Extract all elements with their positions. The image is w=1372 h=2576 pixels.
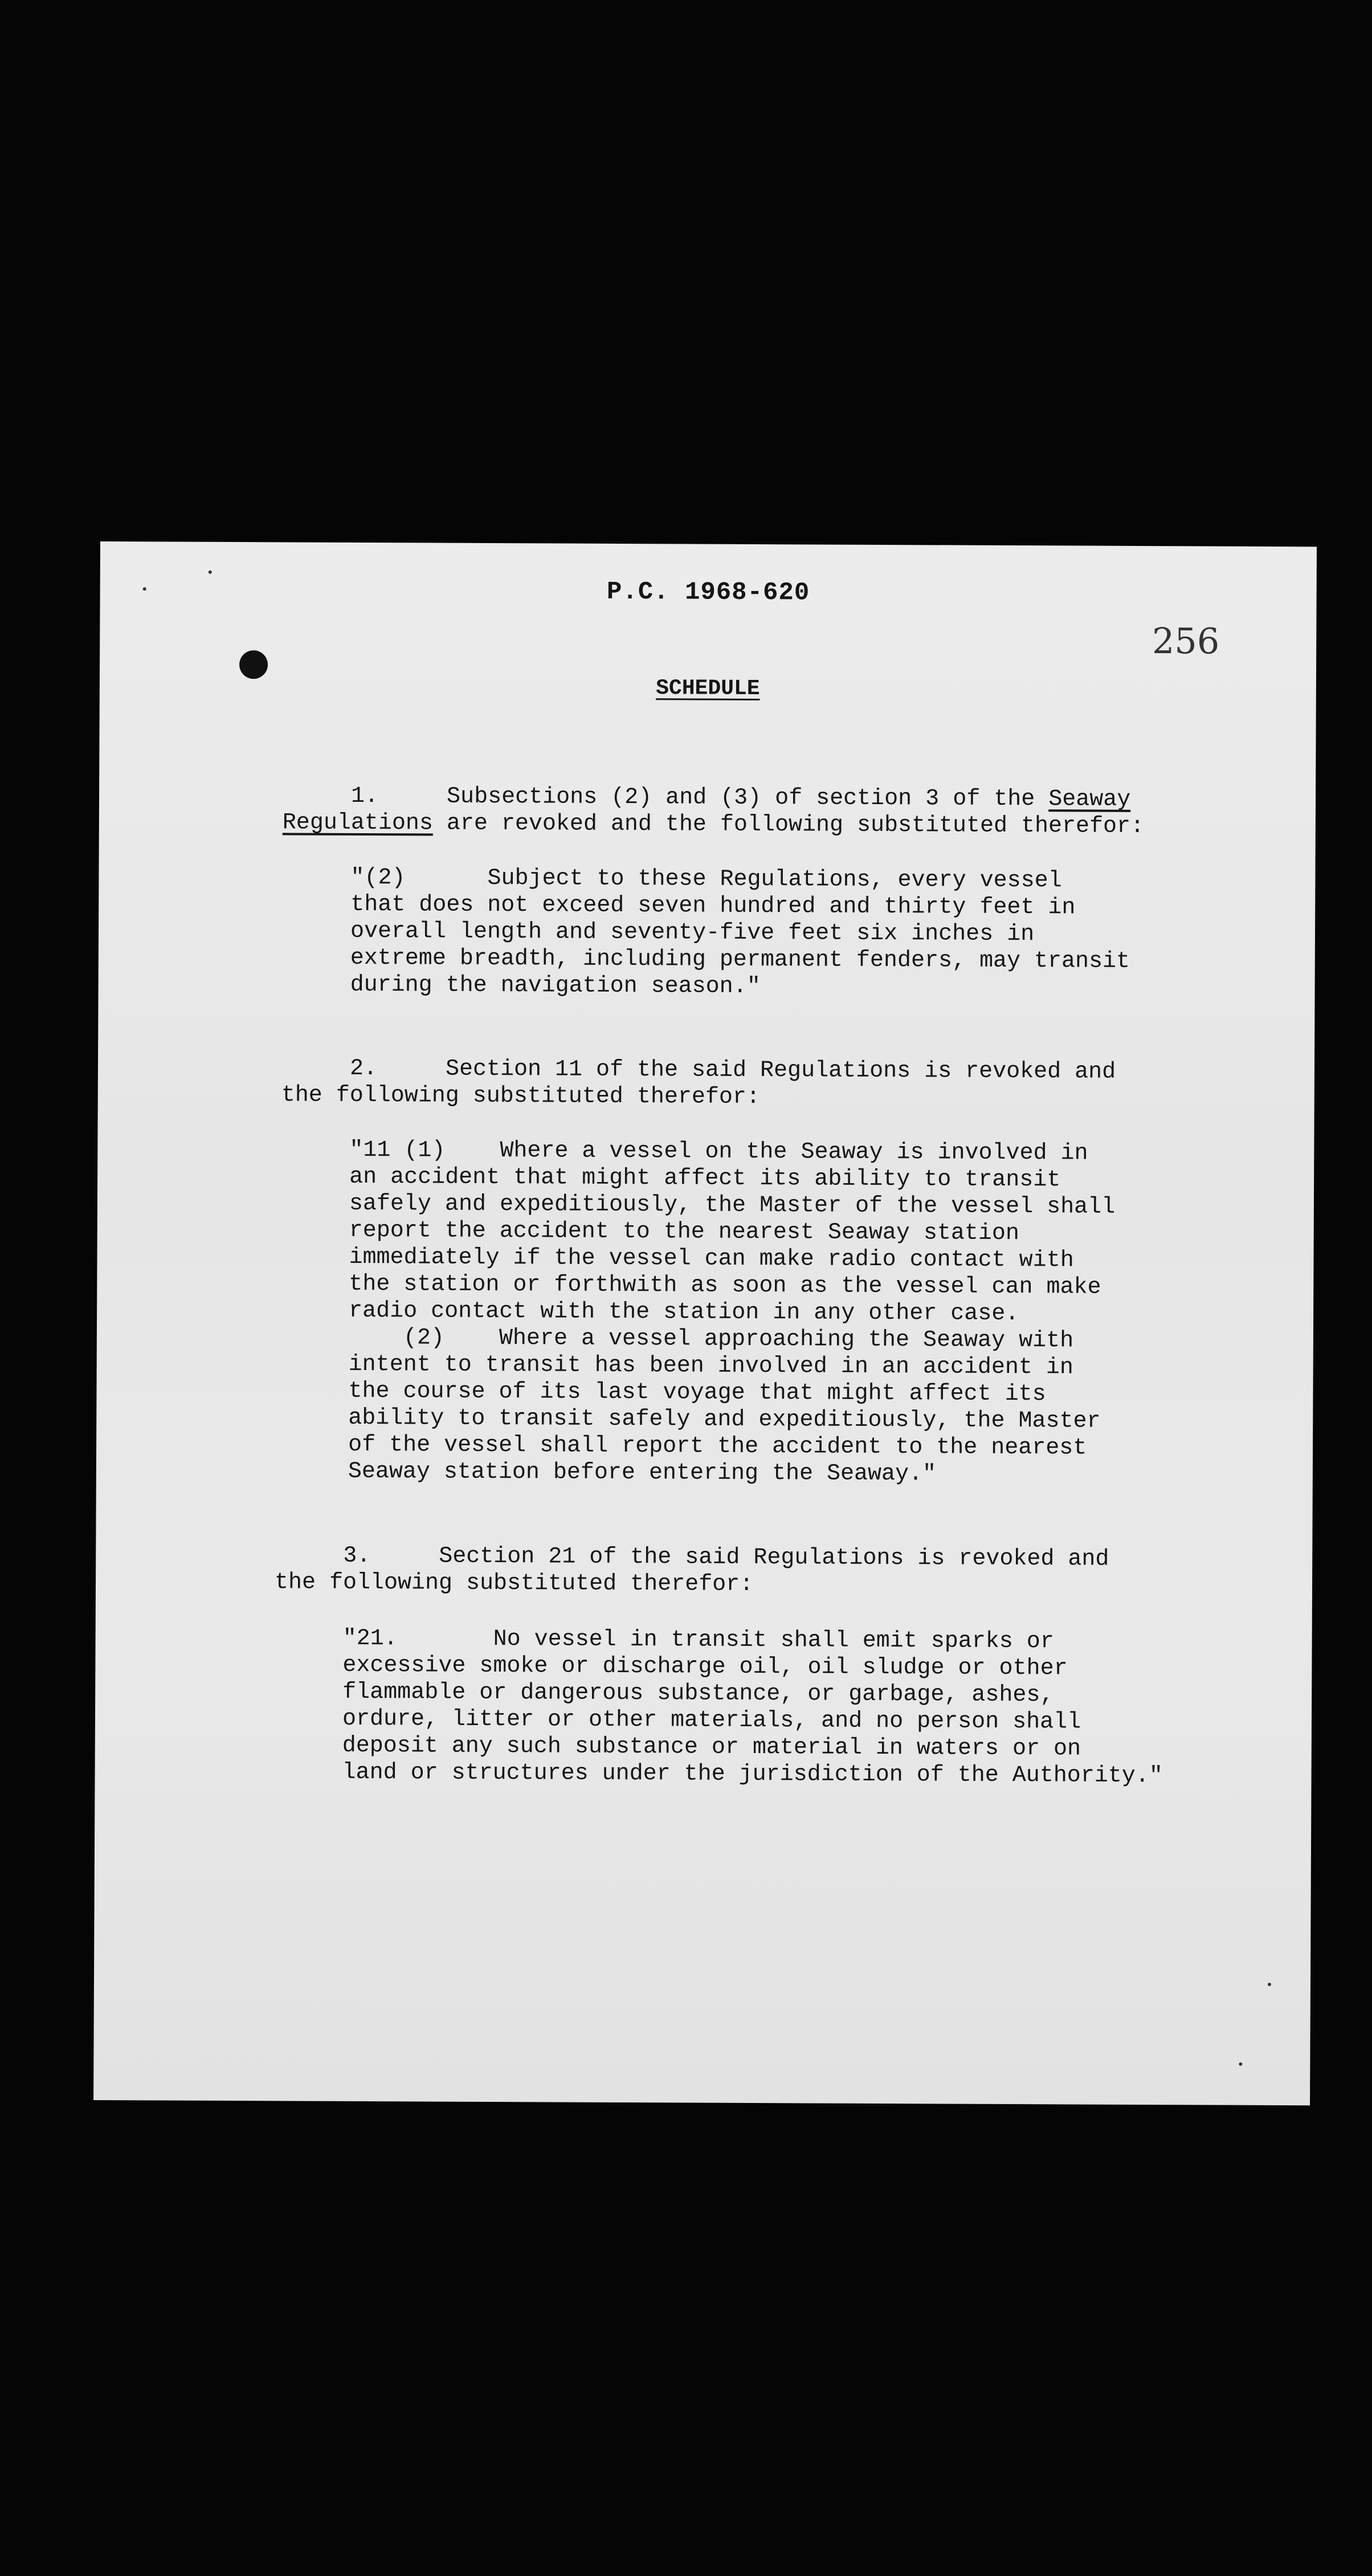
- underlined-title: Seaway: [1048, 786, 1131, 813]
- speck: [1268, 1983, 1271, 1986]
- section-1: [283, 782, 1372, 841]
- line-text: flammable or dangerous substance, or garbage, ashes,: [274, 1679, 1054, 1709]
- line-text: 2. Section 11 of the said Regulations is revoked and: [281, 1055, 1116, 1085]
- underlined-title: Regulations: [282, 810, 433, 837]
- line-text: "11 (1) Where a vessel on the Seaway is involved in: [281, 1137, 1088, 1167]
- section-1-quote: [282, 864, 1372, 1003]
- line-text: that does not exceed seven hundred and thirty feet in: [282, 891, 1076, 921]
- order-reference: P.C. 1968-620: [606, 577, 810, 608]
- line-text: extreme breadth, including permanent fenders, may transit: [281, 945, 1130, 975]
- document-page: [93, 541, 1317, 2105]
- line-text: are revoked and the following substituted therefor:: [432, 810, 1145, 839]
- line-text: (2) Where a vessel approaching the Seaway with: [280, 1324, 1074, 1354]
- section-3: [275, 1542, 1372, 1601]
- line-text: intent to transit has been involved in an accident in: [280, 1351, 1074, 1381]
- line-text: excessive smoke or discharge oil, oil sludge or other: [274, 1652, 1068, 1682]
- line-text: deposit any such substance or material in waters or on: [273, 1733, 1081, 1762]
- line-text: 1. Subsections (2) and (3) of section 3 of the: [282, 783, 1049, 813]
- line-text: "(2) Subject to these Regulations, every vessel: [282, 865, 1062, 894]
- line-text: ordure, litter or other materials, and no person shall: [273, 1706, 1081, 1735]
- line-text: the following substituted therefor:: [274, 1570, 754, 1598]
- text-line: [283, 809, 1372, 841]
- page-number: 256: [1152, 620, 1220, 662]
- section-2-quote: [280, 1136, 1372, 1490]
- line-text: an accident that might affect its ability to transit: [281, 1164, 1061, 1193]
- line-text: safely and expeditiously, the Master of the vessel shall: [280, 1191, 1116, 1220]
- line-text: immediately if the vessel can make radio contact with: [280, 1244, 1074, 1274]
- line-text: report the accident to the nearest Seaway station: [280, 1217, 1020, 1247]
- schedule-heading: SCHEDULE: [656, 676, 760, 702]
- line-text: of the vessel shall report the accident to the nearest: [279, 1432, 1087, 1461]
- speck: [209, 570, 212, 574]
- line-text: the course of its last voyage that might affect its: [280, 1378, 1046, 1408]
- line-text: Seaway station before entering the Seaway.": [279, 1458, 937, 1487]
- section-2: [281, 1055, 1372, 1114]
- speck: [1239, 2063, 1242, 2066]
- text-line: [280, 1458, 1372, 1490]
- line-text: "21. No vessel in transit shall emit sparks or: [274, 1625, 1054, 1655]
- text-line: [281, 1082, 1372, 1114]
- line-text: the station or forthwith as soon as the vessel can make: [280, 1271, 1101, 1301]
- line-text: the following substituted therefor:: [281, 1082, 760, 1111]
- line-text: ability to transit safely and expeditiously, the Master: [280, 1405, 1101, 1434]
- line-text: during the navigation season.": [281, 972, 761, 1000]
- text-line: [282, 971, 1372, 1003]
- text-line: [275, 1569, 1372, 1601]
- line-text: overall length and seventy-five feet six inches in: [281, 918, 1035, 948]
- section-3-quote: [273, 1625, 1372, 1791]
- line-text: 3. Section 21 of the said Regulations is revoked and: [275, 1543, 1109, 1572]
- line-text: land or structures under the jurisdiction of the Authority.": [273, 1759, 1163, 1790]
- text-line: [273, 1759, 1372, 1791]
- line-text: radio contact with the station in any other case.: [280, 1298, 1019, 1327]
